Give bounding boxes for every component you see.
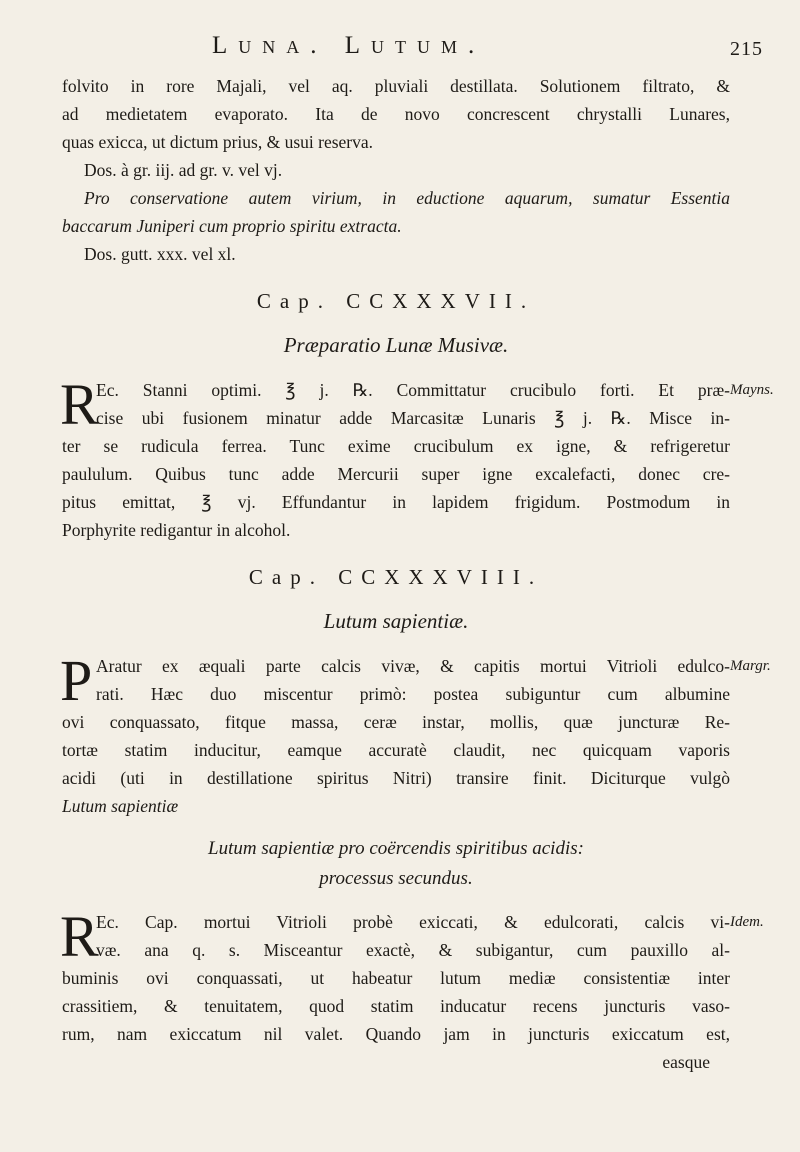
text-line: rum, nam exiccatum nil valet. Quando jam in juncturis exiccatum est,: [62, 1024, 730, 1044]
dosage-line: Dos. gutt. xxx. vel xl.: [84, 244, 236, 264]
chapter-heading: Cap. CCXXXVII.: [256, 289, 536, 313]
text-line: Ec. Cap. mortui Vitrioli probè exiccati, & edulcorati, calcis vi-: [96, 912, 730, 932]
text-line: quas exicca, ut dictum prius, & usui reserva.: [62, 132, 374, 152]
page-header: [0, 32, 800, 72]
text-line: Pro conservatione autem virium, in eductione aquarum, sumatur Essentia: [84, 188, 730, 208]
text-line: væ. ana q. s. Misceantur exactè, & subigantur, cum pauxillo al-: [96, 940, 730, 960]
chapter-title: Lutum sapientiæ.: [323, 609, 469, 633]
text-line: paululum. Quibus tunc adde Mercurii super igne excalefacti, donec cre-: [62, 464, 730, 484]
text-line: acidi (uti in destillatione spiritus Nitri) transire finit. Diciturque vulgò: [62, 768, 730, 788]
text-line: ovi conquassato, fitque massa, ceræ instar, mollis, quæ juncturæ Re-: [62, 712, 730, 732]
section-subtitle: processus secundus.: [319, 868, 473, 889]
page-body: [60, 72, 774, 1076]
text-line: Aratur ex æquali parte calcis vivæ, & capitis mortui Vitrioli edulco-: [96, 656, 730, 676]
text-line: Lutum sapientiæ: [62, 796, 179, 816]
running-head: Luna. Lutum.: [212, 32, 486, 59]
text-line: pitus emittat, ℥ vj. Effundantur in lapidem frigidum. Postmodum in: [62, 492, 730, 512]
chapter-heading: Cap. CCXXXVIII.: [248, 565, 544, 589]
paragraph: [60, 372, 774, 544]
text-line: Ec. Stanni optimi. ℥ j. ℞. Committatur crucibulo forti. Et præ-: [96, 380, 730, 400]
text-line: baccarum Juniperi cum proprio spiritu extracta.: [62, 216, 402, 236]
paragraph: [60, 904, 764, 1076]
text-line: rati. Hæc duo miscentur primò: postea subiguntur cum albumine: [96, 684, 730, 704]
margin-note: Margr.: [730, 658, 771, 674]
text-line: Porphyrite redigantur in alcohol.: [62, 520, 291, 540]
section-title: Lutum sapientiæ pro coërcendis spiritibus acidis:: [208, 838, 584, 859]
dosage-line: Dos. à gr. iij. ad gr. v. vel vj.: [84, 160, 283, 180]
text-line: buminis ovi conquassati, ut habeatur lutum mediæ consistentiæ inter: [62, 968, 730, 988]
page-number: 215: [730, 38, 763, 60]
text-line: tortæ statim inducitur, eamque accuratè claudit, nec quicquam vaporis: [62, 740, 730, 760]
text-line: ter se rudicula ferrea. Tunc exime crucibulum ex igne, & refrigeretur: [62, 436, 730, 456]
drop-capital: R: [60, 372, 99, 437]
text-line: cise ubi fusionem minatur adde Marcasitæ Lunaris ℥ j. ℞. Misce in-: [96, 408, 730, 428]
text-line: ad medietatem evaporato. Ita de novo concrescent chrystalli Lunares,: [62, 104, 730, 124]
margin-note: Mayns.: [730, 382, 774, 398]
text-line: crassitiem, & tenuitatem, quod statim inducatur recens juncturis vaso-: [62, 996, 730, 1016]
drop-capital: P: [60, 648, 93, 713]
drop-capital: R: [60, 904, 99, 969]
text-line: folvito in rore Majali, vel aq. pluviali destillata. Solutionem filtrato, &: [62, 76, 730, 96]
catchword: easque: [662, 1052, 710, 1072]
margin-note: Idem.: [730, 914, 764, 930]
paragraph: [60, 648, 771, 820]
chapter-title: Præparatio Lunæ Musivæ.: [283, 333, 509, 357]
